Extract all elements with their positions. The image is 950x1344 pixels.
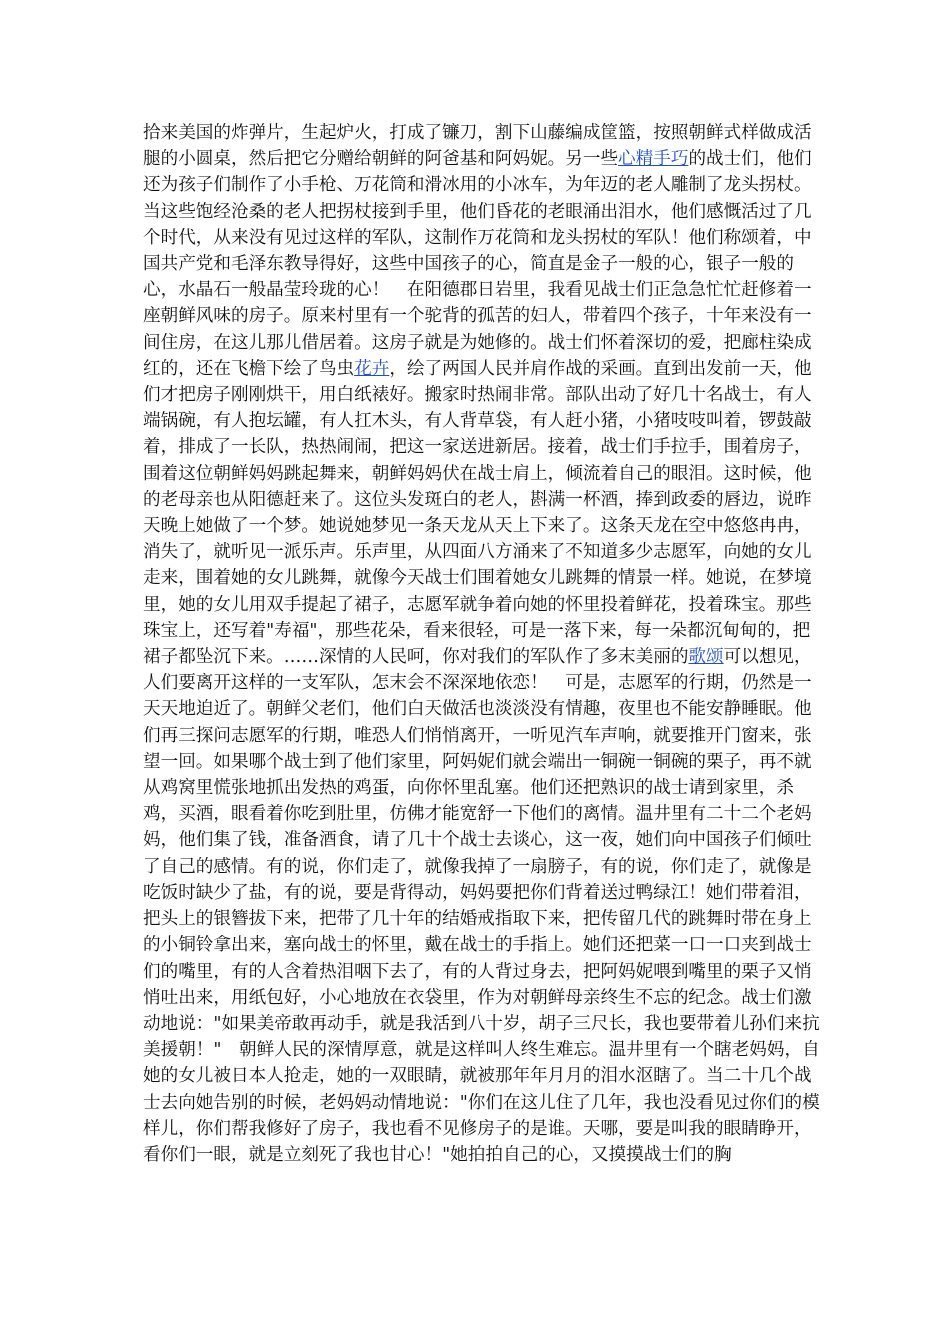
body-paragraph xyxy=(143,120,823,1168)
link-huahui[interactable]: 花卉 xyxy=(354,358,390,379)
text-segment: 的战士们，他们还为孩子们制作了小手枪、万花筒和滑冰用的小冰车，为年迈的老人雕制了龙头拐杖。当这些饱经沧桑的老人把拐杖接到手里，他们昏花的老眼涌出泪水，他们感慨活过了几个时代，从来没有见过这样的军队，这制作万花筒和龙头拐杖的军队！他们称颂着，中国共产党和毛泽东教导得好，这些中国孩子的心，简直是金子一般的心，银子一般的心，水晶石一般晶莹玲珑的心！ 在阳德郡日岩里，我看见战士们正急急忙忙赶修着一座朝鲜风味的房子。原来村里有一个驼背的孤苦的妇人，带着四个孩子，十年来没有一间住房，在这儿那儿借居着。这房子就是为她修的。战士们怀着深切的爱，把廊柱染成红的，还在飞檐下绘了鸟虫 xyxy=(143,149,812,379)
text-segment: 拾来美国的炸弹片，生起炉火，打成了镰刀，割下山藤编成筐篮，按照朝鲜式样做成活腿的小圆桌，然后把它分赠给朝鲜的阿爸基和阿妈妮。另一些 xyxy=(143,123,812,170)
link-xinjingshouqiao[interactable]: 心精手巧 xyxy=(618,149,689,170)
link-gesong[interactable]: 歌颂 xyxy=(688,647,724,668)
text-segment: 可以想见，人们要离开这样的一支军队，怎末会不深深地依恋！ 可是，志愿军的行期，仍然是一天天地迫近了。朝鲜父老们，他们白天做活也淡淡没有情趣，夜里也不能安静睡眠。他们再三探问志愿军的行期，唯恐人们悄悄离开，一听见汽车声响，就要推开门窗来，张望一回。如果哪个战士到了他们家里，阿妈妮们就会端出一铜碗一铜碗的栗子，再不就从鸡窝里慌张地抓出发热的鸡蛋，向你怀里乱塞。他们还把熟识的战士请到家里，杀鸡，买酒，眼看着你吃到肚里，仿佛才能宽舒一下他们的离情。温井里有二十二个老妈妈，他们集了钱，准备酒食，请了几十个战士去谈心，这一夜，她们向中国孩子们倾吐了自己的感情。有的说，你们走了，就像我掉了一扇膀子，有的说，你们走了，就像是吃饭时缺少了盐，有的说，要是背得动，妈妈要把你们背着送过鸭绿江！她们带着泪，把头上的银簪拔下来，把带了几十年的结婚戒指取下来，把传留几代的跳舞时带在身上的小铜铃拿出来，塞向战士的怀里，戴在战士的手指上。她们还把菜一口一口夹到战士们的嘴里，有的人含着热泪咽下去了，有的人背过身去，把阿妈妮喂到嘴里的栗子又悄悄吐出来，用纸包好，小心地放在衣袋里，作为对朝鲜母亲终生不忘的纪念。战士们激动地说："如果美帝敢再动手，就是我活到八十岁，胡子三尺长，我也要带着儿孙们来抗美援朝！" 朝鲜人民的深情厚意，就是这样叫人终生难忘。温井里有一个瞎老妈妈，自她的女儿被日本人抢走，她的一双眼睛，就被那年年月月的泪水沤瞎了。当二十几个战士去向她告别的时候，老妈妈动情地说："你们在这儿住了几年，我也没看见过你们的模样儿，你们帮我修好了房子，我也看不见修房子的是谁。天哪，要是叫我的眼睛睁开，看你们一眼，就是立刻死了我也甘心！"她拍拍自己的心，又摸摸战士们的胸 xyxy=(143,647,820,1165)
text-segment: ，绘了两国人民并肩作战的采画。直到出发前一天，他们才把房子刚刚烘干，用白纸裱好。搬家时热闹非常。部队出动了好几十名战士，有人端锅碗，有人抱坛罐，有人扛木头，有人背草袋，有人赶小猪，小猪吱吱叫着，锣鼓敲着，排成了一长队，热热闹闹，把这一家送进新居。接着，战士们手拉手，围着房子，围着这位朝鲜妈妈跳起舞来，朝鲜妈妈伏在战士肩上，倾流着自己的眼泪。这时候，他的老母亲也从阳德赶来了。这位头发斑白的老人，斟满一杯酒，捧到政委的唇边，说昨天晚上她做了一个梦。她说她梦见一条天龙从天上下来了。这条天龙在空中悠悠冉冉，消失了，就听见一派乐声。乐声里，从四面八方涌来了不知道多少志愿军，向她的女儿走来，围着她的女儿跳舞，就像今天战士们围着她女儿跳舞的情景一样。她说，在梦境里，她的女儿用双手提起了裙子，志愿军就争着向她的怀里投着鲜花，投着珠宝。那些珠宝上，还写着"寿福"，那些花朵，看来很轻，可是一落下来，每一朵都沉甸甸的，把裙子都坠沉下来。……深情的人民呵，你对我们的军队作了多末美丽的 xyxy=(143,358,812,668)
